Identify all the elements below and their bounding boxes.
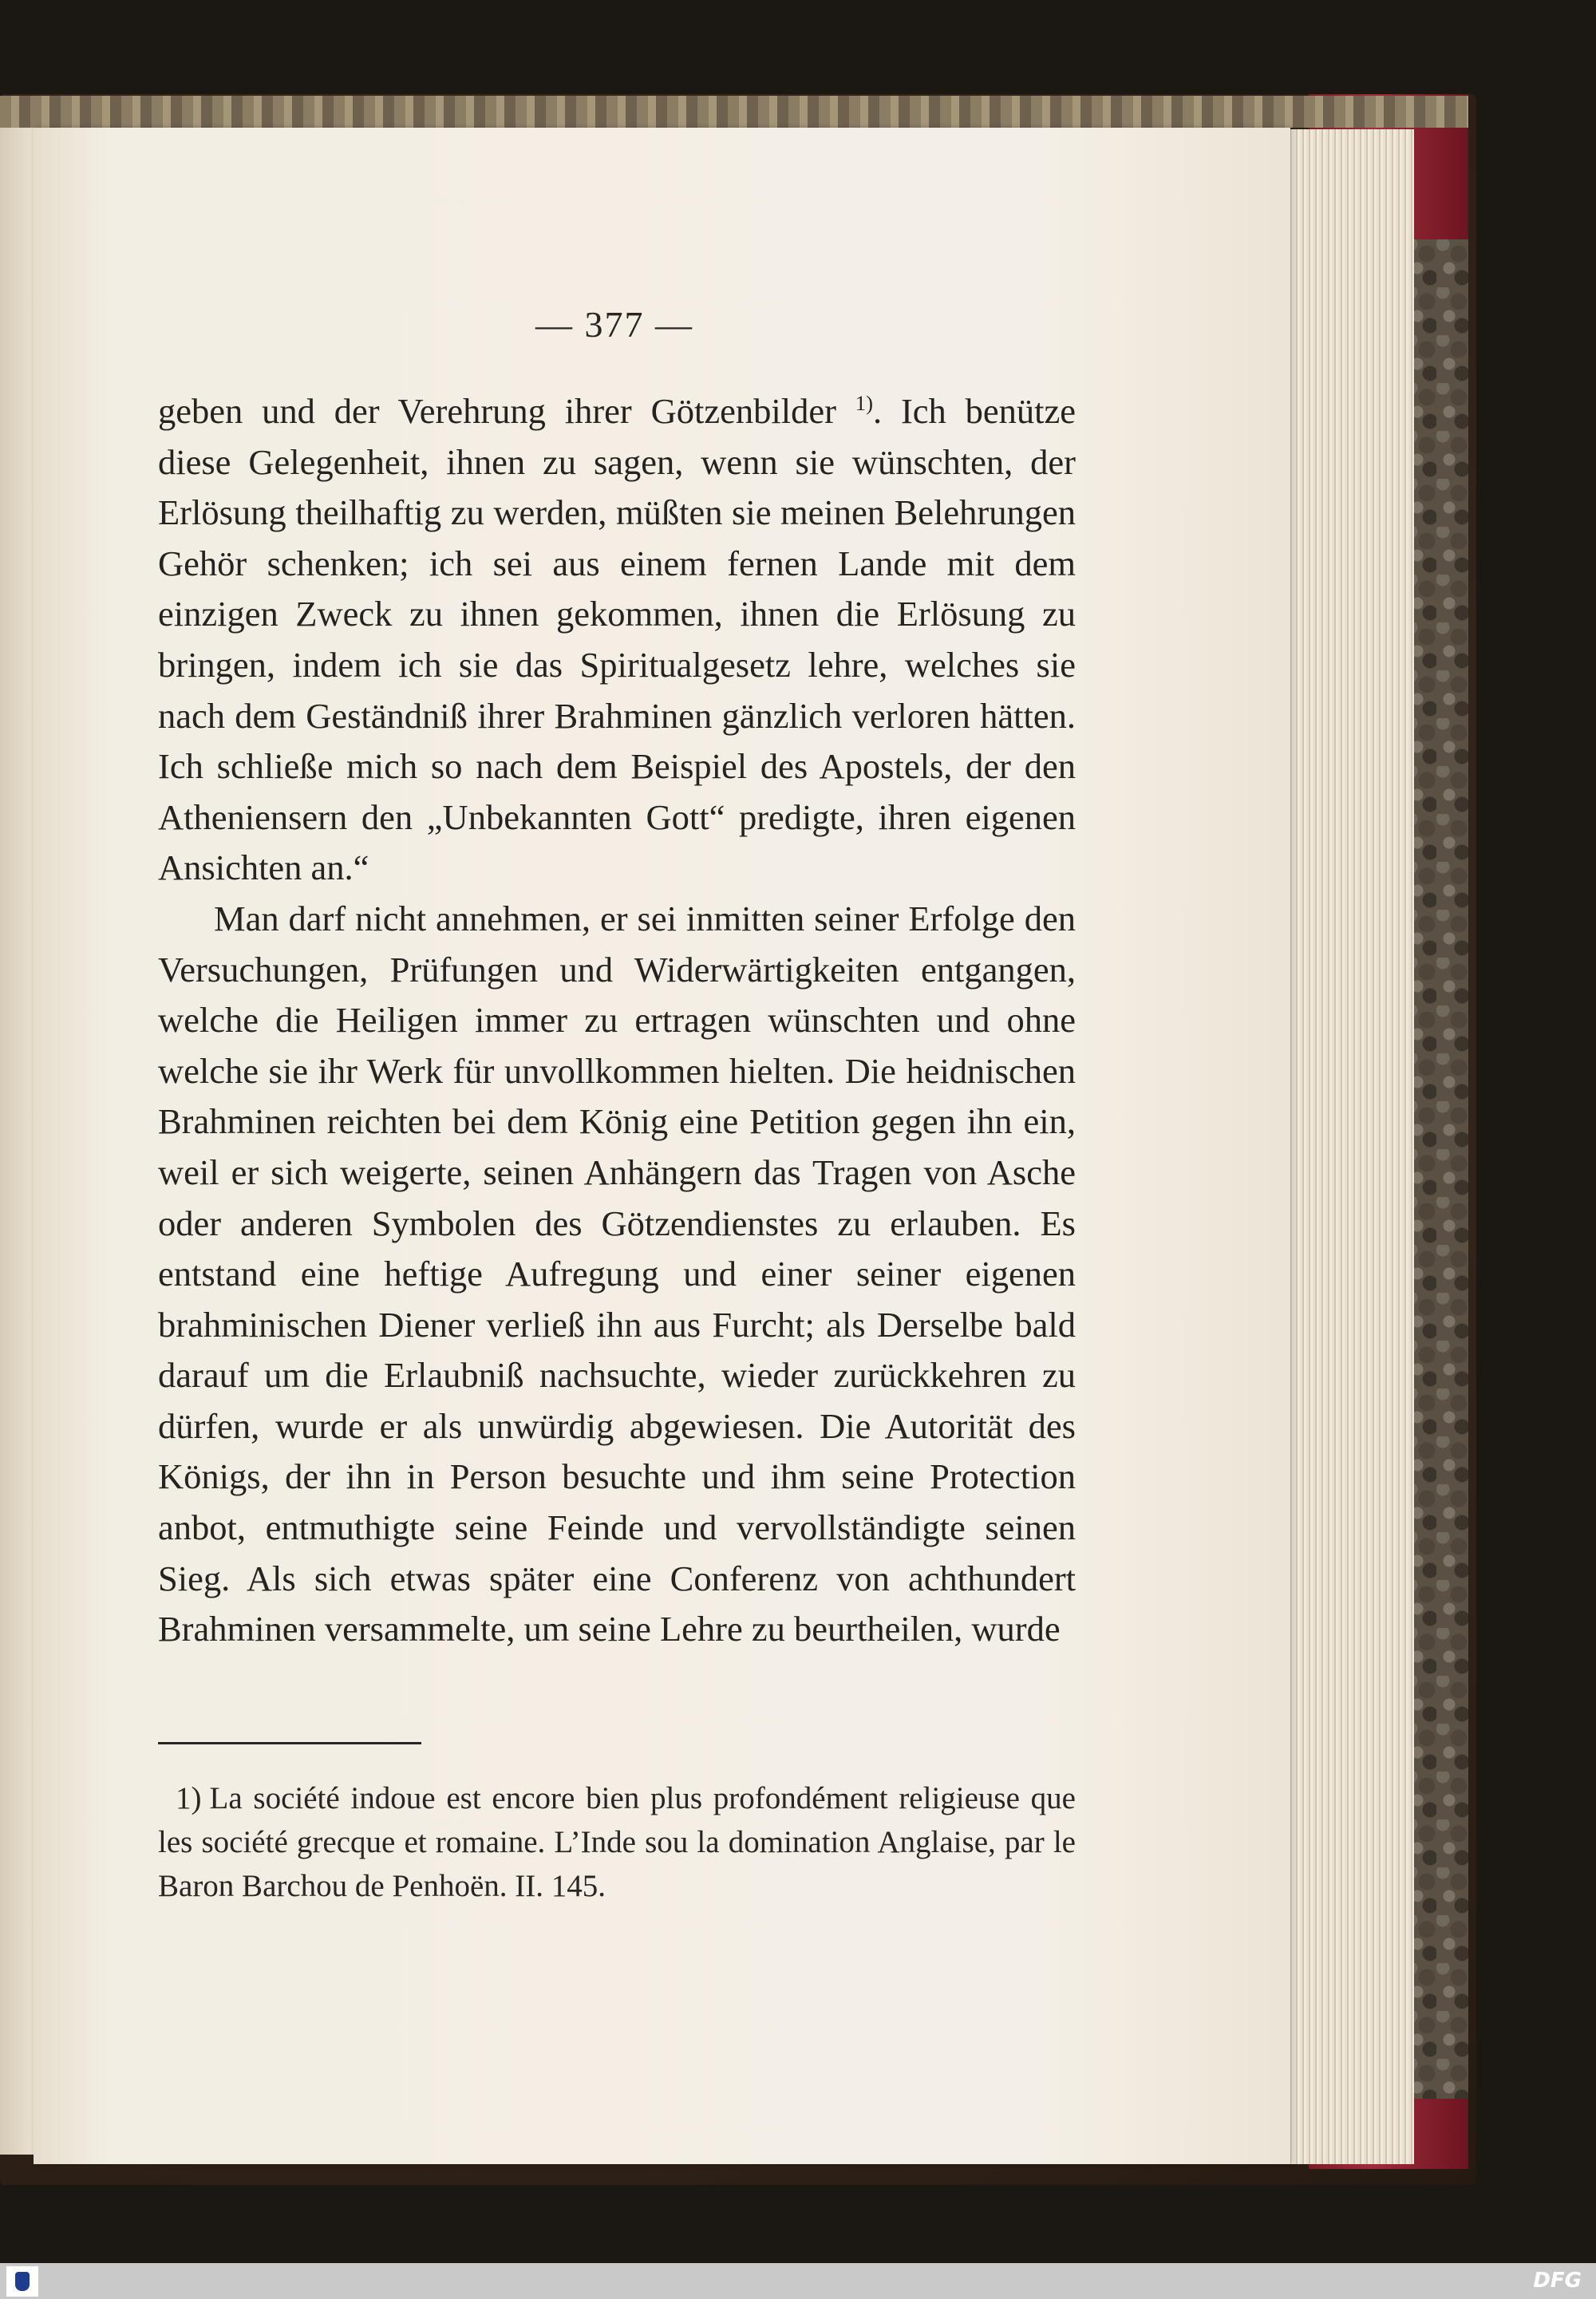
paragraph-1	[158, 386, 1076, 894]
footnote-mark: 1)	[176, 1781, 202, 1815]
page-stack-edges	[1273, 129, 1414, 2164]
paragraph-1-text-b: . Ich benütze diese Gelegenheit, ihnen zu sagen, wenn sie wünschten, der Erlösung theilhaftig zu werden, müßten sie meinen Belehrungen Gehör schenken; ich sei aus einem fernen Lande mit dem einzigen Zweck zu ihnen gekommen, ihnen die Erlösung zu bringen, indem ich sie das Spiritualgesetz lehre, welches sie nach dem Geständniß ihrer Brahminen gänzlich verloren hätten. Ich schließe mich so nach dem Beispiel des Apostels, der den Atheniensern den „Unbekannten Gott“ predigte, ihren eigenen Ansichten an.“	[158, 391, 1077, 888]
paragraph-1-text-a: geben und der Verehrung ihrer Götzenbilder	[158, 391, 855, 431]
footnote-divider	[158, 1742, 421, 1744]
body-text	[158, 386, 1076, 1655]
top-page-edge	[0, 96, 1468, 128]
viewer-footer-bar	[0, 2263, 1596, 2299]
footnote	[158, 1776, 1076, 1908]
page-number: — 377 —	[535, 304, 693, 345]
marbled-edge	[1404, 239, 1468, 2099]
paragraph-2: Man darf nicht annehmen, er sei inmitten seiner Erfolge den Versuchungen, Prüfungen und Widerwärtigkeiten entgangen, welche die Heiligen immer zu ertragen wünschten und ohne welche sie ihr Werk für unvollkommen hielten. Die heidnischen Brahminen reichten bei dem König eine Petition gegen ihn ein, weil er sich weigerte, seinen Anhängern das Tragen von Asche oder anderen Symbolen des Götzendienstes zu erlauben. Es entstand eine heftige Aufregung und einer seiner eigenen brahminischen Diener verließ ihn aus Furcht; als Derselbe bald darauf um die Erlaubniß nachsuchte, wieder zurückkehren zu dürfen, wurde er als unwürdig abgewiesen. Die Autorität des Königs, der ihn in Person besuchte und ihm seine Protection anbot, entmuthigte seine Feinde und vervollständigte seinen Sieg. Als sich etwas später eine Conferenz von achthundert Brahminen versammelte, um seine Lehre zu beurtheilen, wurde	[158, 898, 1076, 1649]
dfg-watermark: DFG	[1533, 2269, 1582, 2293]
footnote-text: La société indoue est encore bien plus profondément religieuse que les société grecque et romaine. L’Inde sou la domination Anglaise, par le Baron Barchou de Penhoën. II. 145.	[158, 1781, 1076, 1903]
facing-page-edge	[0, 128, 37, 2155]
library-logo-icon	[6, 2266, 38, 2297]
footnote-reference: 1)	[855, 391, 873, 416]
